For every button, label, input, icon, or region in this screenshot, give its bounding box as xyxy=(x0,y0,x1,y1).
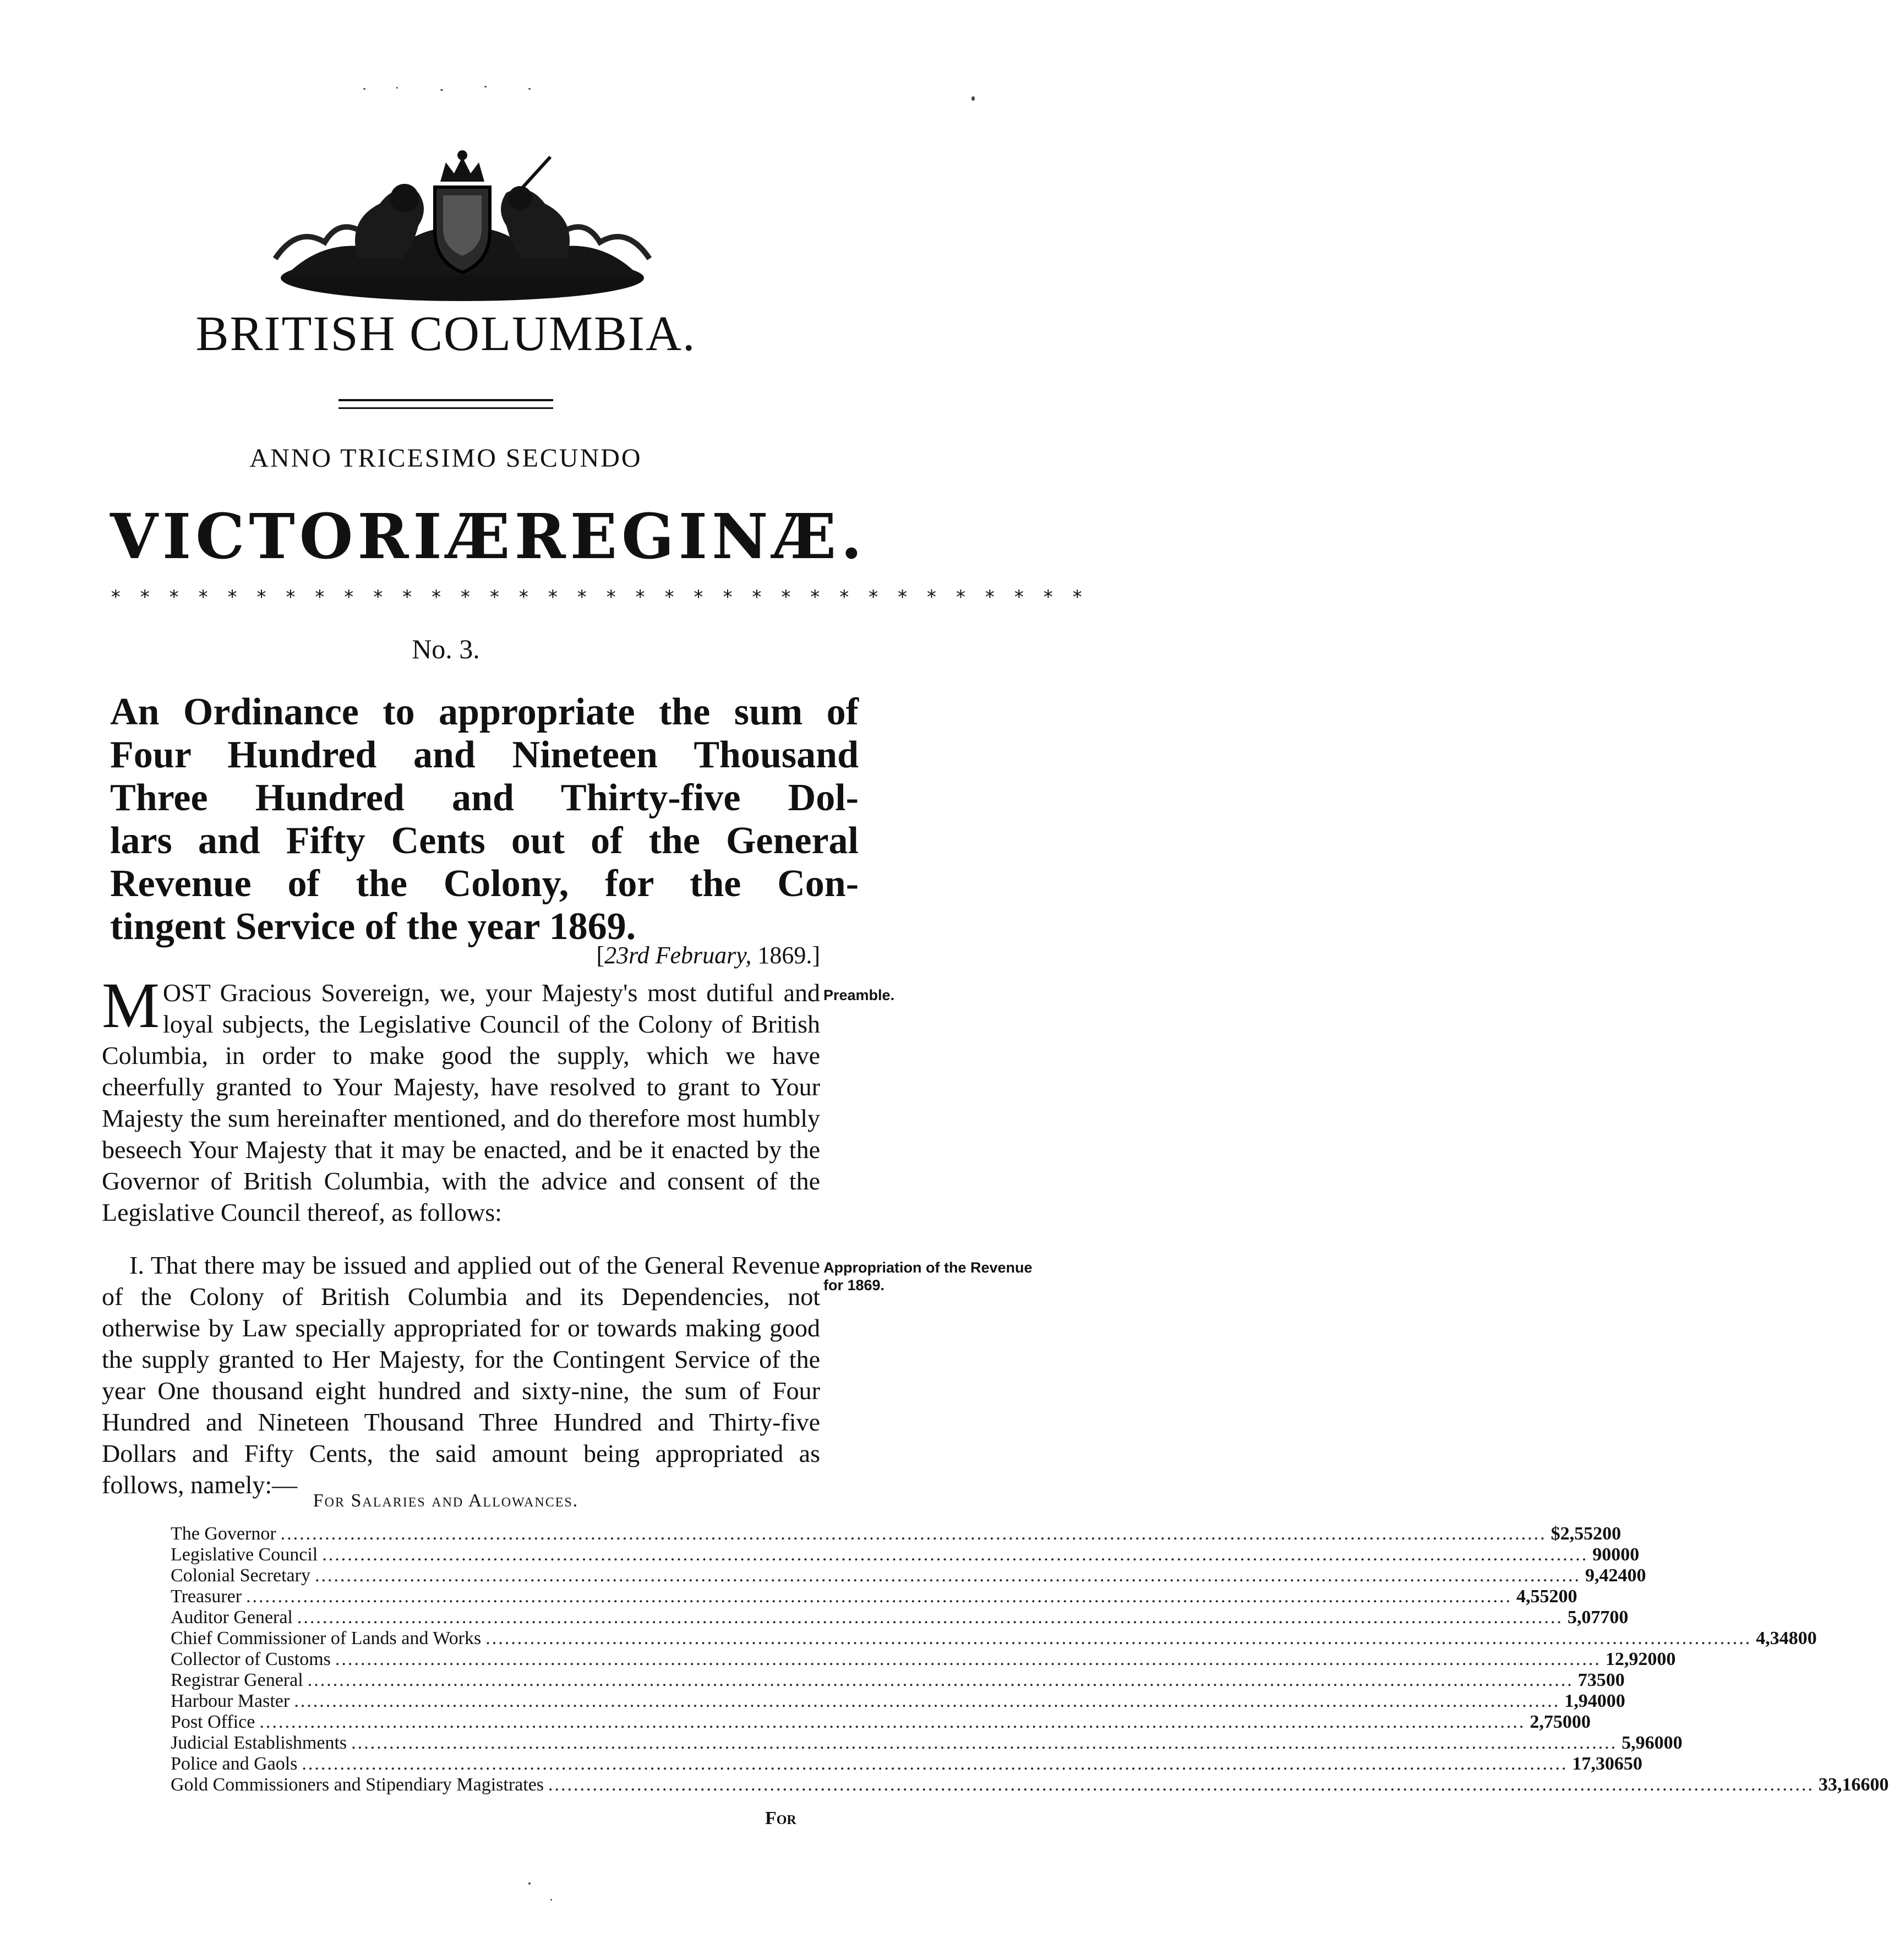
preamble-paragraph xyxy=(102,969,820,1228)
schedule-dollars: 1,940 xyxy=(1564,1691,1607,1711)
royal-coat-of-arms-icon xyxy=(264,149,660,303)
schedule-cents: 50 xyxy=(1623,1754,1642,1774)
print-speck xyxy=(440,89,443,91)
schedule-row xyxy=(171,1691,1625,1712)
dot-leader: ........................................................................................................................................................................................................ xyxy=(259,1712,1526,1732)
schedule-cents: 00 xyxy=(1627,1565,1646,1586)
schedule-item: Post Office xyxy=(171,1712,255,1732)
schedule-cents: 00 xyxy=(1870,1775,1889,1795)
schedule-cents: 00 xyxy=(1602,1524,1622,1544)
schedule-row xyxy=(171,1607,1629,1628)
schedule-cents: 00 xyxy=(1798,1628,1817,1648)
schedule-item: Colonial Secretary xyxy=(171,1565,310,1586)
schedule-dollars: 4,552 xyxy=(1516,1586,1559,1607)
print-speck xyxy=(550,1899,552,1901)
regnal-year-line: ANNO TRICESIMO SECUNDO xyxy=(249,444,642,473)
dot-leader: ........................................................................................................................................................................................................ xyxy=(485,1628,1752,1648)
schedule-dollars: 2,750 xyxy=(1530,1712,1572,1732)
dot-leader: ........................................................................................................................................................................................................ xyxy=(314,1565,1581,1586)
schedule-item: Police and Gaols xyxy=(171,1754,298,1774)
schedule-dollars: 900 xyxy=(1592,1544,1621,1565)
print-speck xyxy=(484,86,487,88)
dot-leader: ........................................................................................................................................................................................................ xyxy=(246,1586,1513,1607)
print-speck xyxy=(396,87,398,89)
schedule-dollars: $2,552 xyxy=(1550,1524,1603,1544)
schedule-cents: 00 xyxy=(1609,1607,1629,1628)
regnal-heading-right: REGINÆ. xyxy=(514,501,867,573)
print-speck xyxy=(528,1882,531,1885)
schedule-dollars: 33,166 xyxy=(1819,1775,1870,1795)
dot-leader: ........................................................................................................................................................................................................ xyxy=(351,1733,1618,1753)
dot-leader: ........................................................................................................................................................................................................ xyxy=(294,1691,1560,1711)
salary-schedule xyxy=(171,1524,1889,1795)
print-speck xyxy=(971,96,975,101)
print-speck xyxy=(363,88,365,90)
schedule-item: Auditor General xyxy=(171,1607,293,1628)
assent-date-year: 1869. xyxy=(757,942,812,969)
schedule-item: Gold Commissioners and Stipendiary Magistrates xyxy=(171,1775,544,1795)
schedule-item: Judicial Establishments xyxy=(171,1733,347,1753)
section-one-paragraph: I. That there may be issued and applied out of the General Revenue of the Colony of British Columbia and its Dependencies, not otherwise by Law specially appropriated for or towards making good the supply granted to Her Majesty, for the Contingent Service of the year One thousand eight hundred and sixty-nine, the sum of Four Hundred and Nineteen Thousand Three Hundred and Thirty-five Dollars and Fifty Cents, the said amount being appropriated as follows, namely:— xyxy=(102,1251,820,1499)
long-title-line: lars and Fifty Cents out of the General xyxy=(110,820,859,862)
schedule-item: Collector of Customs xyxy=(171,1649,331,1669)
margin-note-appropriation: Appropriation of the Revenue for 1869. xyxy=(823,1259,1033,1293)
ordinance-long-title xyxy=(110,691,859,948)
dot-leader: ........................................................................................................................................................................................................ xyxy=(548,1775,1815,1795)
schedule-cents: 00 xyxy=(1606,1691,1625,1711)
schedule-item: The Governor xyxy=(171,1524,276,1544)
long-title-line: An Ordinance to appropriate the sum of xyxy=(110,691,859,733)
preamble-text: OST Gracious Sovereign, we, your Majesty's most dutiful and loyal subjects, the Legislative Council of the Colony of British Columbia, in order to make good the supply, which we have cheerfully granted to Your Majesty, have resolved to grant to Your Majesty the sum hereinafter mentioned, and do therefore most humbly beseech Your Majesty that it may be enacted, and be it enacted by the Governor of British Columbia, with the advice and consent of the Legislative Council thereof, as follows: xyxy=(102,979,820,1226)
schedule-cents: 00 xyxy=(1657,1649,1676,1669)
assent-date-day: 23rd February, xyxy=(604,942,752,969)
schedule-item: Registrar General xyxy=(171,1670,303,1690)
dot-leader: ........................................................................................................................................................................................................ xyxy=(322,1544,1588,1565)
assent-date: [23rd February, 1869.] xyxy=(596,942,820,969)
schedule-cents: 00 xyxy=(1571,1712,1591,1732)
colony-title: BRITISH COLUMBIA. xyxy=(195,307,696,361)
margin-note-preamble: Preamble. xyxy=(823,987,895,1003)
schedule-row xyxy=(171,1544,1640,1565)
schedule-row xyxy=(171,1775,1889,1795)
schedule-cents: 00 xyxy=(1663,1733,1683,1753)
schedule-dollars: 5,960 xyxy=(1622,1733,1664,1753)
schedule-row xyxy=(171,1524,1622,1544)
dot-leader: ........................................................................................................................................................................................................ xyxy=(335,1649,1601,1669)
schedule-row xyxy=(171,1649,1676,1670)
schedule-dollars: 5,077 xyxy=(1567,1607,1610,1628)
schedule-row xyxy=(171,1712,1591,1733)
long-title-line: tingent Service of the year 1869. xyxy=(110,905,636,948)
title-rule xyxy=(339,399,553,401)
drop-cap: M xyxy=(102,969,160,1041)
schedule-row xyxy=(171,1586,1577,1607)
dot-leader: ........................................................................................................................................................................................................ xyxy=(302,1754,1568,1774)
ordinance-number: No. 3. xyxy=(412,634,480,664)
schedule-row xyxy=(171,1628,1817,1649)
schedule-cents: 00 xyxy=(1620,1544,1640,1565)
schedule-heading: For Salaries and Allowances. xyxy=(313,1491,579,1511)
schedule-row xyxy=(171,1565,1646,1586)
schedule-dollars: 4,348 xyxy=(1756,1628,1798,1648)
schedule-row xyxy=(171,1670,1625,1691)
regnal-heading xyxy=(110,501,867,573)
schedule-dollars: 9,424 xyxy=(1585,1565,1628,1586)
schedule-row xyxy=(171,1754,1642,1775)
schedule-item: Harbour Master xyxy=(171,1691,290,1711)
schedule-dollars: 17,306 xyxy=(1572,1754,1624,1774)
print-speck xyxy=(528,88,531,90)
regnal-heading-left: VICTORIÆ xyxy=(110,501,515,573)
dot-leader: ........................................................................................................................................................................................................ xyxy=(280,1524,1547,1544)
dot-leader: ........................................................................................................................................................................................................ xyxy=(307,1670,1574,1690)
title-rule xyxy=(339,407,553,409)
dot-leader: ........................................................................................................................................................................................................ xyxy=(297,1607,1563,1628)
long-title-line: Revenue of the Colony, for the Con- xyxy=(110,862,859,905)
schedule-item: Legislative Council xyxy=(171,1544,318,1565)
schedule-item: Treasurer xyxy=(171,1586,242,1607)
long-title-line: Three Hundred and Thirty-five Dol- xyxy=(110,777,859,819)
catchword: For xyxy=(765,1808,796,1828)
long-title-line: Four Hundred and Nineteen Thousand xyxy=(110,734,859,776)
schedule-item: Chief Commissioner of Lands and Works xyxy=(171,1628,482,1648)
schedule-dollars: 12,920 xyxy=(1605,1649,1657,1669)
schedule-cents: 00 xyxy=(1606,1670,1625,1690)
schedule-dollars: 735 xyxy=(1577,1670,1606,1690)
star-divider: * * * * * * * * * * * * * * * * * * * * * * * * * * * * * * * * * * xyxy=(110,586,1087,608)
schedule-row xyxy=(171,1733,1683,1754)
schedule-cents: 00 xyxy=(1558,1586,1577,1607)
